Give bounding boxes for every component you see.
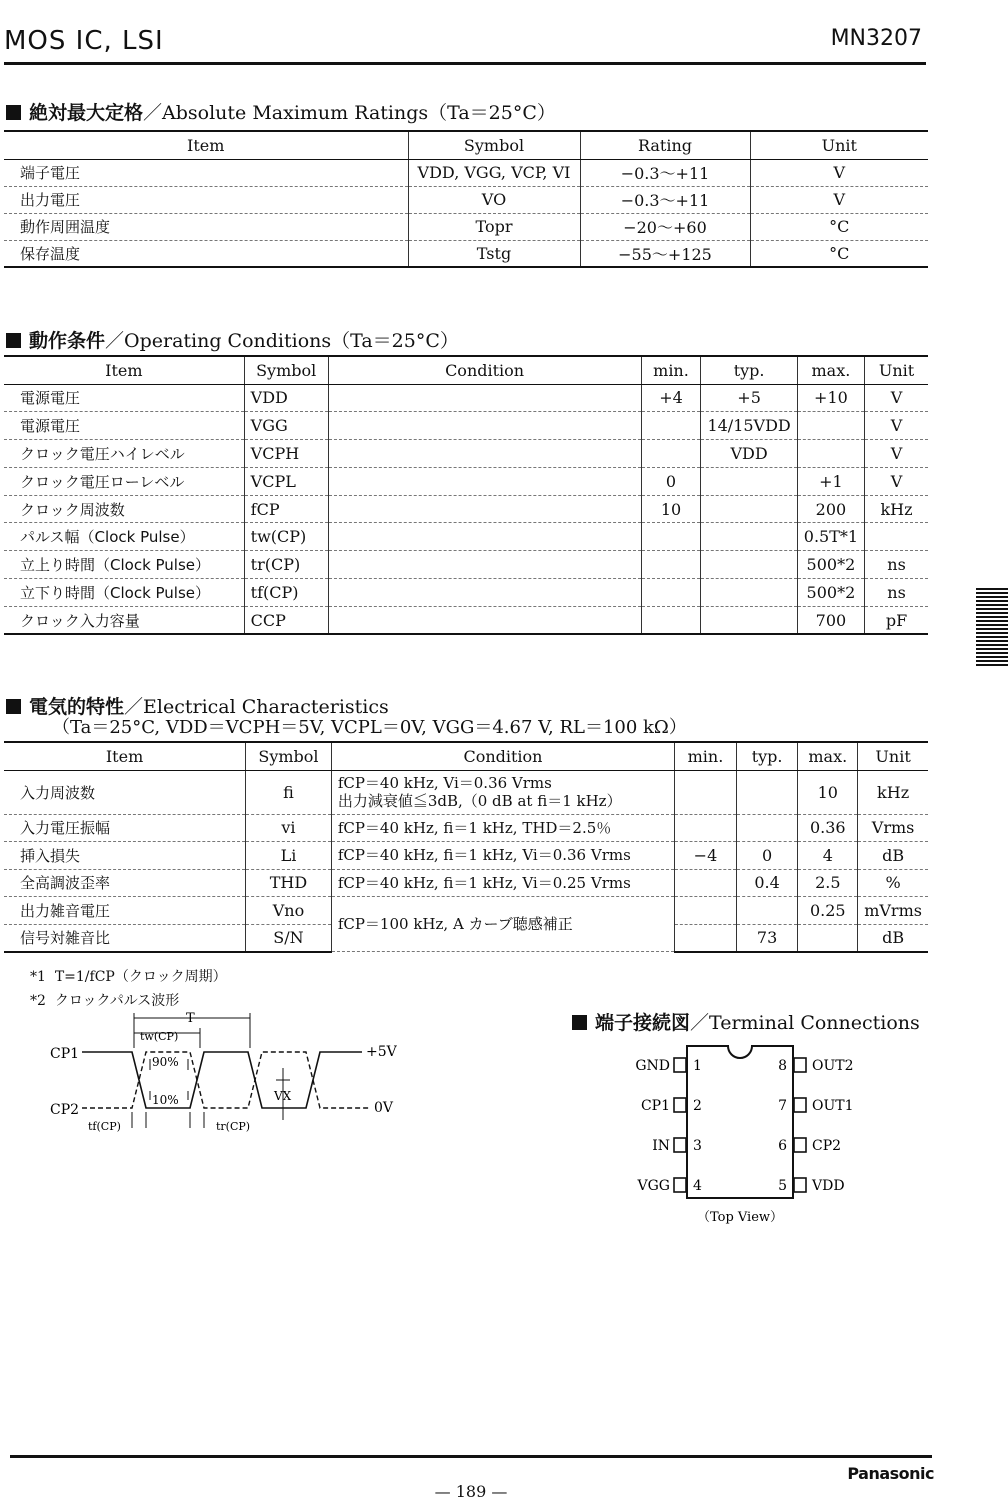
symbol-cell: THD — [246, 869, 332, 897]
condition-line: fCP＝40 kHz, Vi＝0.36 Vrms — [337, 774, 552, 792]
plus5v-label: +5V — [366, 1044, 397, 1060]
symbol-cell: VCPH — [244, 440, 328, 468]
footnote-2: *2 クロックパルス波形 — [30, 993, 180, 1009]
unit-cell: V — [865, 440, 928, 468]
item-cell: 電源電圧 — [4, 412, 244, 440]
symbol-cell: tf(CP) — [244, 579, 328, 607]
max-cell — [797, 440, 864, 468]
ninety-percent-label: 90% — [152, 1055, 179, 1069]
pin-1-number: 1 — [693, 1058, 702, 1074]
symbol-cell: CCP — [244, 606, 328, 634]
condition-cell — [328, 551, 641, 579]
typ-cell: 0 — [736, 842, 798, 870]
item-cell: 保存温度 — [4, 240, 408, 267]
col-header: Unit — [858, 742, 928, 770]
unit-cell: kHz — [858, 770, 928, 814]
col-header: Rating — [580, 131, 750, 159]
condition-cell — [328, 412, 641, 440]
max-cell: 700 — [797, 606, 864, 634]
typ-cell: 0.4 — [736, 869, 798, 897]
symbol-cell: tw(CP) — [244, 523, 328, 551]
unit-cell: % — [858, 869, 928, 897]
table-row — [4, 606, 928, 634]
item-cell: 電源電圧 — [4, 384, 244, 412]
pin-5-number: 5 — [778, 1178, 787, 1194]
item-cell: 出力雑音電圧 — [4, 897, 246, 925]
typ-cell — [701, 579, 797, 607]
section-square-icon — [6, 333, 21, 348]
min-cell — [641, 523, 701, 551]
max-cell: 10 — [798, 770, 858, 814]
elec-title: 電気的特性／Electrical Characteristics — [6, 692, 389, 719]
table-row — [4, 770, 928, 814]
item-cell: 入力周波数 — [4, 770, 246, 814]
terminal-title: 端子接続図／Terminal Connections — [572, 1008, 920, 1035]
col-header: Item — [4, 131, 408, 159]
pin-5-name: VDD — [812, 1178, 845, 1194]
min-cell — [675, 924, 737, 952]
pin-2-name: CP1 — [640, 1098, 670, 1114]
typ-cell — [701, 523, 797, 551]
item-cell: 立上り時間（Clock Pulse） — [4, 551, 244, 579]
pin-2-number: 2 — [693, 1098, 702, 1114]
symbol-cell: VDD — [244, 384, 328, 412]
col-header: Condition — [331, 742, 674, 770]
typ-cell — [701, 467, 797, 495]
table-row — [4, 579, 928, 607]
pin-4-number: 4 — [693, 1178, 702, 1194]
table-row — [4, 842, 928, 870]
min-cell: 10 — [641, 495, 701, 523]
page-number: — 189 — — [434, 1482, 508, 1501]
symbol-cell: VDD, VGG, VCP, VI — [408, 159, 580, 186]
elec-test-conditions: （Ta＝25°C, VDD＝VCPH＝5V, VCPL＝0V, VGG＝4.67 V, RL＝100 kΩ） — [52, 717, 687, 738]
symbol-cell: S/N — [246, 924, 332, 952]
cp1-label: CP1 — [50, 1046, 80, 1062]
symbol-cell: VO — [408, 186, 580, 213]
item-cell: 全高調波歪率 — [4, 869, 246, 897]
max-cell: 2.5 — [798, 869, 858, 897]
page-tab-marker — [976, 588, 1008, 668]
unit-cell: dB — [858, 924, 928, 952]
item-cell: 入力電圧振幅 — [4, 814, 246, 842]
cp2-waveform — [82, 1052, 370, 1108]
pin-6-number: 6 — [778, 1138, 787, 1154]
clock-waveform-diagram — [40, 1008, 420, 1138]
col-header: Condition — [328, 356, 641, 384]
pin-1-name: GND — [635, 1058, 670, 1074]
elec-table — [4, 741, 928, 953]
pin-8-number: 8 — [778, 1058, 787, 1074]
typ-cell — [701, 495, 797, 523]
rating-cell: −0.3〜+11 — [580, 186, 750, 213]
table-row — [4, 412, 928, 440]
symbol-cell: fCP — [244, 495, 328, 523]
item-cell: パルス幅（Clock Pulse） — [4, 523, 244, 551]
header-category: MOS IC, LSI — [4, 26, 164, 56]
pin-6-name: CP2 — [812, 1138, 842, 1154]
table-row — [4, 240, 928, 267]
max-cell: 500*2 — [797, 551, 864, 579]
symbol-cell: tr(CP) — [244, 551, 328, 579]
max-cell: 4 — [798, 842, 858, 870]
rating-cell: −20〜+60 — [580, 213, 750, 240]
unit-cell: mVrms — [858, 897, 928, 925]
col-header: min. — [641, 356, 701, 384]
unit-cell: dB — [858, 842, 928, 870]
unit-cell: kHz — [865, 495, 928, 523]
section-square-icon — [572, 1015, 587, 1030]
unit-cell: ns — [865, 551, 928, 579]
min-cell — [641, 440, 701, 468]
table-row — [4, 523, 928, 551]
col-header: max. — [797, 356, 864, 384]
header-rule — [4, 62, 926, 65]
unit-cell: Vrms — [858, 814, 928, 842]
min-cell — [675, 869, 737, 897]
symbol-cell: Li — [246, 842, 332, 870]
fall-time-label: tf(CP) — [88, 1120, 121, 1133]
abs-max-table — [4, 130, 928, 268]
condition-cell — [328, 384, 641, 412]
table-row — [4, 186, 928, 213]
min-cell — [675, 897, 737, 925]
table-row — [4, 814, 928, 842]
header-part-number: MN3207 — [830, 26, 922, 51]
max-cell: +1 — [797, 467, 864, 495]
col-header: Item — [4, 356, 244, 384]
col-header: typ. — [701, 356, 797, 384]
symbol-cell: Vno — [246, 897, 332, 925]
typ-cell — [701, 551, 797, 579]
unit-cell: V — [750, 186, 928, 213]
col-header: Unit — [865, 356, 928, 384]
table-row — [4, 440, 928, 468]
item-cell: 信号対雑音比 — [4, 924, 246, 952]
min-cell: +4 — [641, 384, 701, 412]
abs-max-title: 絶対最大定格／Absolute Maximum Ratings（Ta＝25°C） — [6, 98, 556, 125]
typ-cell — [736, 770, 798, 814]
table-row — [4, 897, 928, 925]
op-cond-title: 動作条件／Operating Conditions（Ta＝25°C） — [6, 326, 459, 353]
pin-8-name: OUT2 — [812, 1058, 854, 1074]
col-header: max. — [798, 742, 858, 770]
item-cell: 動作周囲温度 — [4, 213, 408, 240]
condition-cell — [328, 440, 641, 468]
item-cell: 出力電圧 — [4, 186, 408, 213]
unit-cell — [865, 523, 928, 551]
unit-cell: pF — [865, 606, 928, 634]
unit-cell: V — [750, 159, 928, 186]
table-row — [4, 551, 928, 579]
typ-cell — [701, 606, 797, 634]
top-view-label: （Top View） — [696, 1210, 784, 1225]
condition-cell — [328, 579, 641, 607]
pin-3-number: 3 — [693, 1138, 702, 1154]
max-cell — [797, 412, 864, 440]
pin-7-name: OUT1 — [812, 1098, 854, 1114]
symbol-cell: VCPL — [244, 467, 328, 495]
item-cell: クロック入力容量 — [4, 606, 244, 634]
min-cell — [641, 606, 701, 634]
col-header: Symbol — [244, 356, 328, 384]
item-cell: クロック周波数 — [4, 495, 244, 523]
typ-cell: VDD — [701, 440, 797, 468]
max-cell: 0.25 — [798, 897, 858, 925]
max-cell — [798, 924, 858, 952]
condition-line: fCP＝40 kHz, fi＝1 kHz, Vi＝0.36 Vrms — [337, 846, 631, 865]
table-row — [4, 213, 928, 240]
ten-percent-label: 10% — [152, 1093, 179, 1107]
vx-label: VX — [274, 1089, 292, 1103]
min-cell — [641, 551, 701, 579]
footnote-1: *1 T=1/fCP（クロック周期） — [30, 969, 227, 985]
unit-cell: ns — [865, 579, 928, 607]
condition-cell — [331, 842, 674, 870]
cp1-waveform — [82, 1052, 362, 1108]
unit-cell: V — [865, 467, 928, 495]
rating-cell: −0.3〜+11 — [580, 159, 750, 186]
pin-4-name: VGG — [637, 1178, 670, 1194]
typ-cell — [736, 814, 798, 842]
table-row — [4, 159, 928, 186]
symbol-cell: VGG — [244, 412, 328, 440]
table-row — [4, 384, 928, 412]
max-cell: 0.5T*1 — [797, 523, 864, 551]
item-cell: 挿入損失 — [4, 842, 246, 870]
symbol-cell: vi — [246, 814, 332, 842]
symbol-cell: fi — [246, 770, 332, 814]
pin-3-name: IN — [652, 1138, 670, 1154]
cp2-label: CP2 — [50, 1102, 80, 1118]
max-cell: 0.36 — [798, 814, 858, 842]
rise-time-label: tr(CP) — [216, 1120, 251, 1133]
condition-cell — [331, 814, 674, 842]
unit-cell: °C — [750, 240, 928, 267]
col-header: Unit — [750, 131, 928, 159]
zerov-label: 0V — [374, 1100, 394, 1116]
item-cell: 立下り時間（Clock Pulse） — [4, 579, 244, 607]
condition-cell — [331, 770, 674, 814]
min-cell — [641, 579, 701, 607]
col-header: typ. — [736, 742, 798, 770]
min-cell — [675, 770, 737, 814]
symbol-cell: Tstg — [408, 240, 580, 267]
symbol-cell: Topr — [408, 213, 580, 240]
pin-7-number: 7 — [778, 1098, 787, 1114]
table-row — [4, 869, 928, 897]
condition-cell — [331, 869, 674, 897]
col-header: Item — [4, 742, 246, 770]
condition-cell — [328, 467, 641, 495]
item-cell: 端子電圧 — [4, 159, 408, 186]
max-cell: 500*2 — [797, 579, 864, 607]
item-cell: クロック電圧ハイレベル — [4, 440, 244, 468]
rating-cell: −55〜+125 — [580, 240, 750, 267]
min-cell: 0 — [641, 467, 701, 495]
typ-cell: +5 — [701, 384, 797, 412]
section-square-icon — [6, 105, 21, 120]
op-cond-table — [4, 355, 928, 635]
condition-line: fCP＝40 kHz, fi＝1 kHz, THD＝2.5％ — [337, 818, 612, 837]
min-cell — [641, 412, 701, 440]
typ-cell: 14/15VDD — [701, 412, 797, 440]
brand-logo: Panasonic — [847, 1464, 934, 1483]
condition-cell — [328, 523, 641, 551]
typ-cell: 73 — [736, 924, 798, 952]
pinout-diagram — [620, 1040, 880, 1230]
condition-cell — [328, 495, 641, 523]
max-cell: 200 — [797, 495, 864, 523]
footer-rule — [10, 1455, 932, 1458]
unit-cell: °C — [750, 213, 928, 240]
condition-line: 出力減衰値≦3dB,（0 dB at fi＝1 kHz） — [337, 792, 622, 810]
condition-cell — [328, 606, 641, 634]
unit-cell: V — [865, 412, 928, 440]
condition-cell: fCP＝100 kHz, A カーブ聴感補正 — [331, 897, 674, 952]
table-row — [4, 495, 928, 523]
min-cell: −4 — [675, 842, 737, 870]
pulse-width-label: tw(CP) — [140, 1030, 179, 1043]
item-cell: クロック電圧ローレベル — [4, 467, 244, 495]
period-label: T — [186, 1011, 195, 1026]
col-header: min. — [675, 742, 737, 770]
unit-cell: V — [865, 384, 928, 412]
section-square-icon — [6, 699, 21, 714]
pin-pads — [674, 1058, 806, 1192]
max-cell: +10 — [797, 384, 864, 412]
col-header: Symbol — [408, 131, 580, 159]
col-header: Symbol — [246, 742, 332, 770]
min-cell — [675, 814, 737, 842]
condition-line: fCP＝40 kHz, fi＝1 kHz, Vi＝0.25 Vrms — [337, 873, 631, 892]
table-row — [4, 467, 928, 495]
typ-cell — [736, 897, 798, 925]
